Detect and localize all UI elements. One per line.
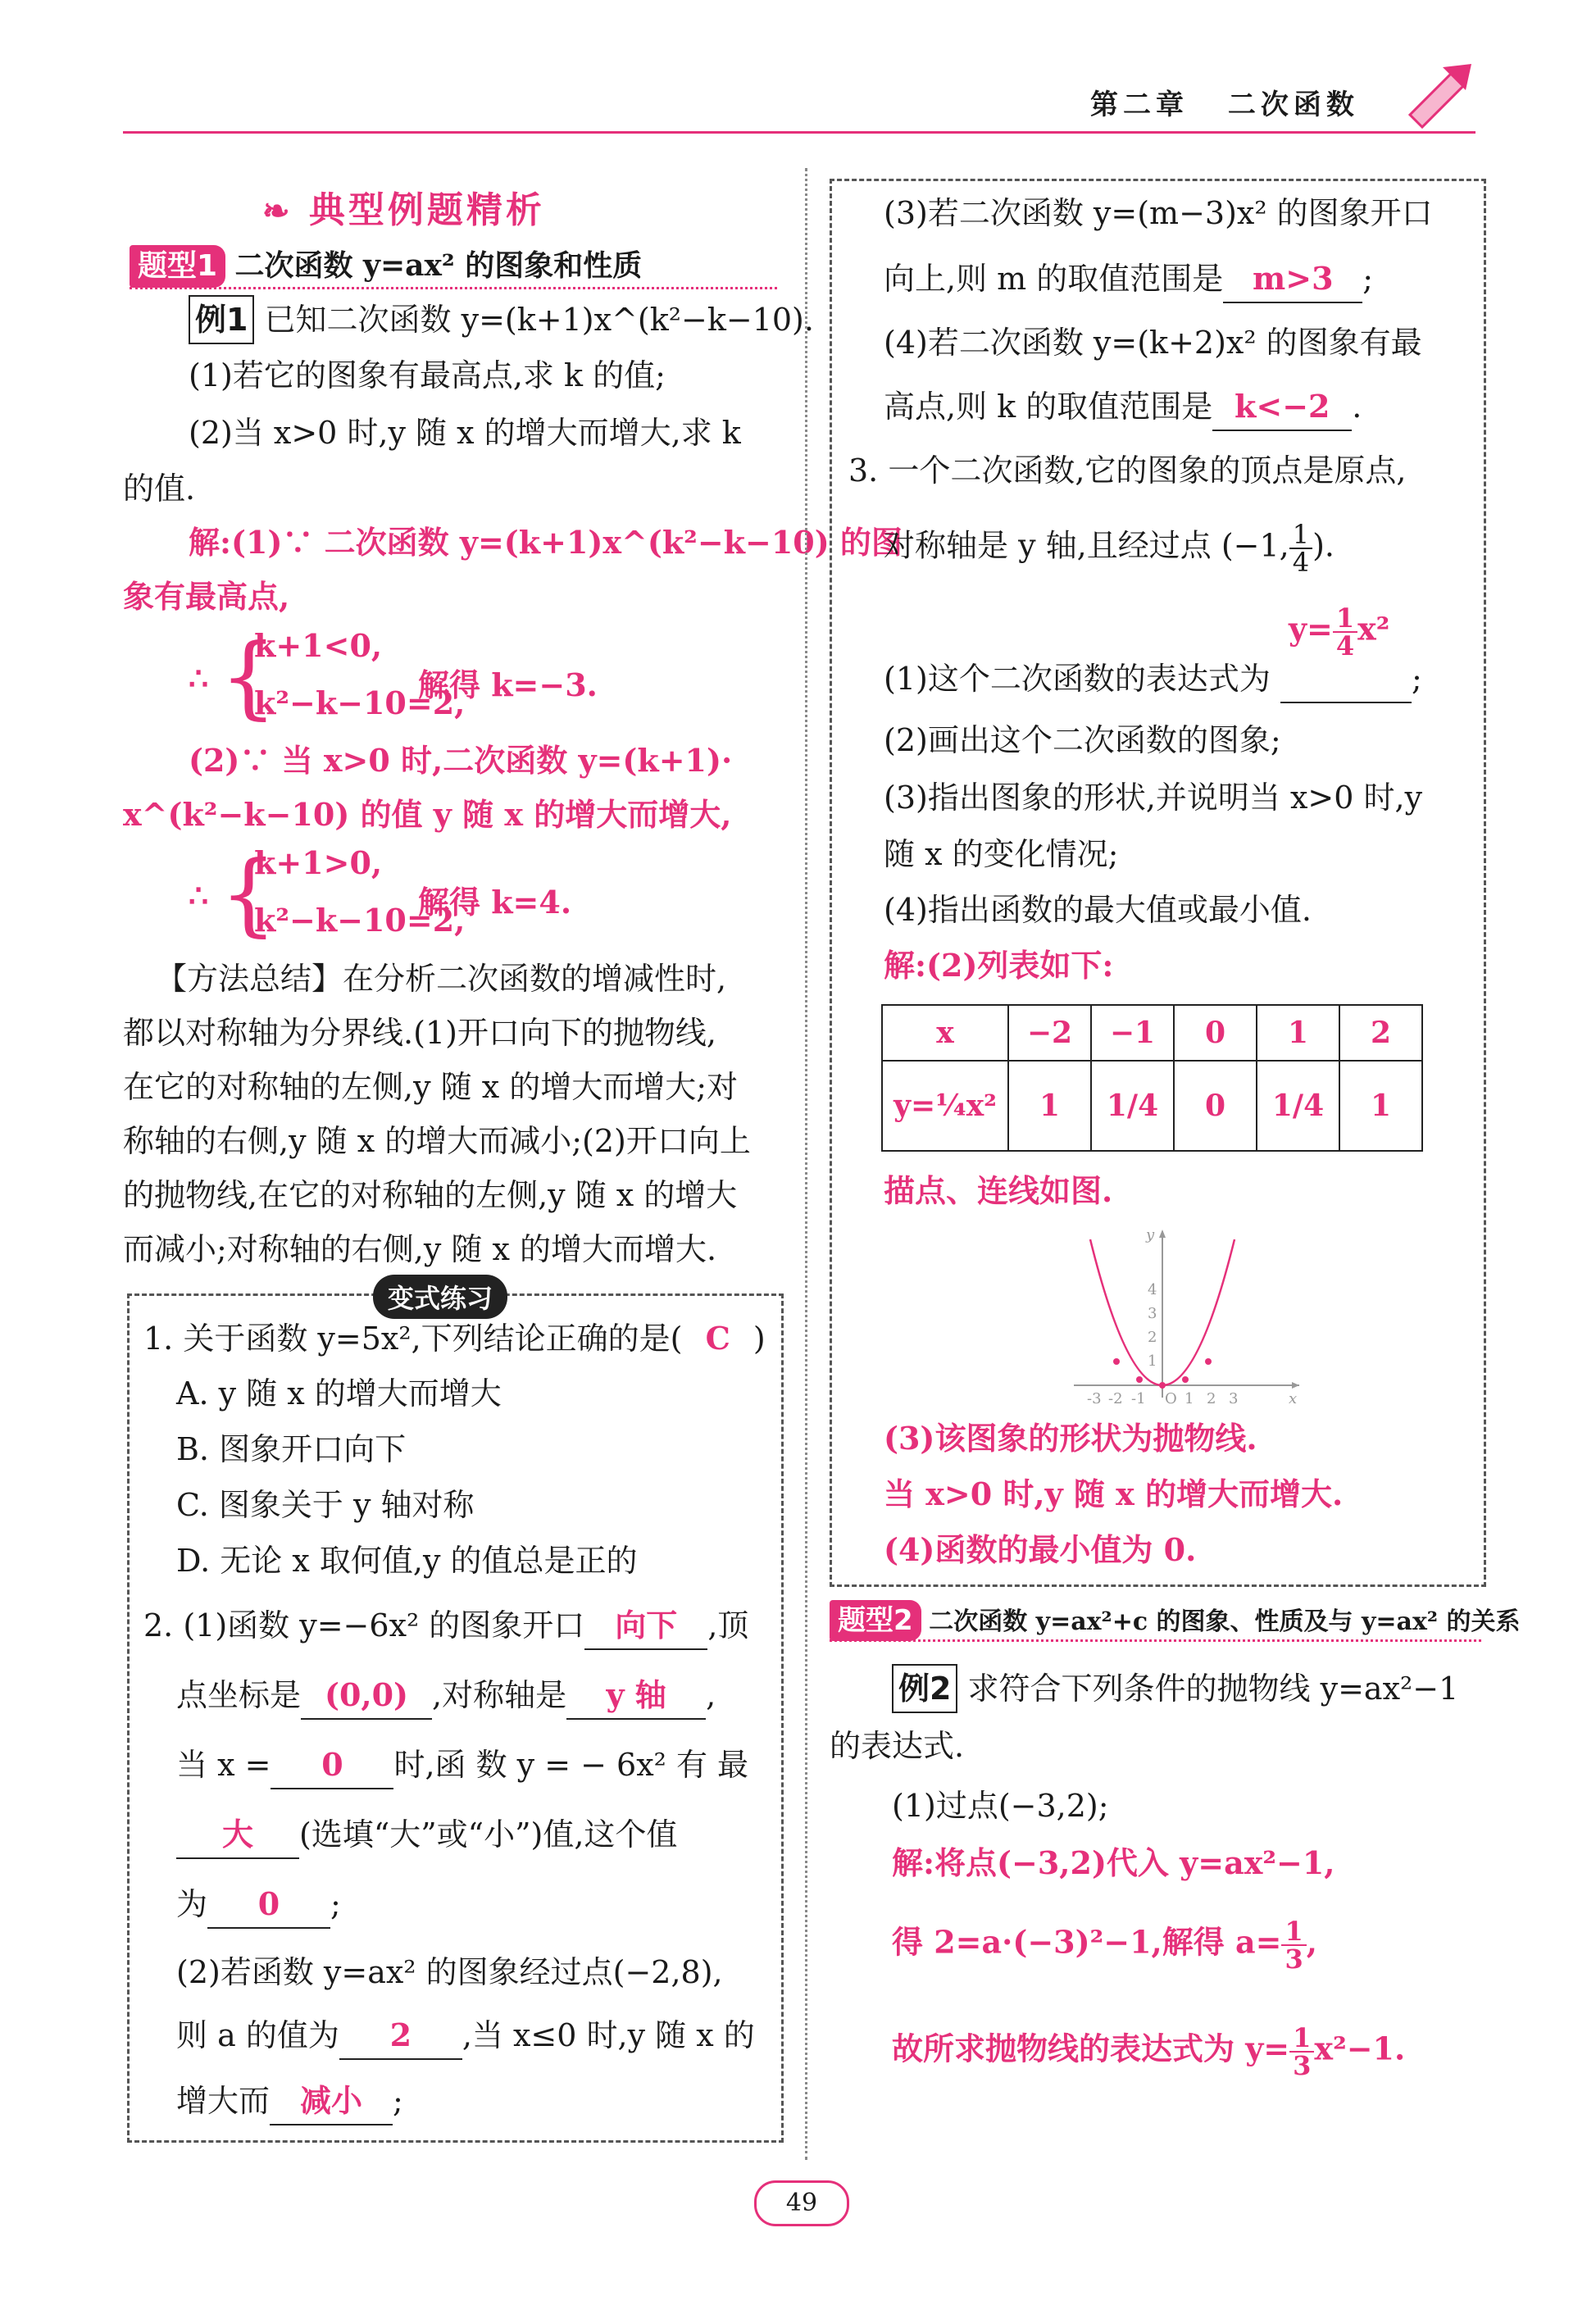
example2-stem: 例2 求符合下列条件的抛物线 y=ax²−1 [892,1664,1458,1713]
chapter-header [1090,82,1359,122]
p1-option-d: D. 无论 x 取何值,y 的值总是正的 [176,1543,638,1579]
example2-s3: 故所求抛物线的表达式为 y= $\frac{1}{3}$ x²−1. [892,2022,1406,2081]
p3-q2: (2)画出这个二次函数的图象; [884,722,1281,758]
type2-heading [830,1600,1520,1643]
y-axis-label: y [1146,1226,1155,1243]
book-icon: ❧ [262,192,293,230]
table-row [882,1061,1422,1151]
p1-stem: 1. 关于函数 y=5x²,下列结论正确的是( C ) [143,1320,766,1357]
p2-line1: 2. (1)函数 y=−6x² 的图象开口 向下 ,顶 [143,1603,748,1650]
p1-answer: C [705,1320,730,1357]
y-tick: 3 [1148,1305,1157,1322]
method-line-4: 称轴的右侧,y 随 x 的增大而减小;(2)开口向上 [123,1123,751,1159]
r3-line-b: 向上,则 m 的取值范围是 m>3 ; [884,256,1373,303]
p3-q3a: (3)指出图象的形状,并说明当 x>0 时,y [884,780,1423,816]
table-row [882,1005,1422,1061]
r4-answer: k<−2 [1212,384,1352,431]
table-cell: 0 [1174,1005,1257,1061]
x-tick: -3 [1087,1390,1102,1407]
p3-answer4: (4)函数的最小值为 0. [884,1531,1197,1568]
example1-label: 例1 [189,295,254,344]
p2-answer-maxmin: 大 [176,1812,299,1859]
y-tick: 4 [1148,1281,1157,1298]
pencil-icon [1394,57,1484,131]
p3-answer3: (3)该图象的形状为抛物线. [884,1420,1257,1457]
column-divider [805,168,807,2160]
table-cell: 0 [1174,1061,1257,1151]
p2-answer-value: 0 [207,1881,330,1929]
type1-rule [130,287,777,289]
p2-answer-vertex: (0,0) [301,1672,432,1720]
x-tick: 1 [1184,1390,1194,1407]
plot-instruction: 描点、连线如图. [884,1172,1113,1209]
method-line-5: 的抛物线,在它的对称轴的左侧,y 随 x 的增大 [123,1177,738,1213]
p3-solution-head: 解:(2)列表如下: [884,947,1114,984]
p2-line3: 当 x = 0 时,函 数 y = − 6x² 有 最 [176,1742,748,1789]
type2-rule [830,1639,1481,1642]
r3-line-a: (3)若二次函数 y=(m−3)x² 的图象开口 [884,195,1433,231]
plot-point [1113,1358,1120,1365]
method-line-3: 在它的对称轴的左侧,y 随 x 的增大而增大;对 [123,1069,739,1105]
chapter-title: 二次函数 [1227,89,1359,121]
p2-answer-a: 2 [339,2012,462,2060]
r3-answer: m>3 [1223,256,1362,303]
method-line-2: 都以对称轴为分界线.(1)开口向下的抛物线, [123,1015,716,1051]
example2-label: 例2 [892,1664,957,1713]
p2-line7: 则 a 的值为 2 ,当 x≤0 时,y 随 x 的 [176,2012,755,2060]
table-cell: 1/4 [1257,1061,1339,1151]
p2-line2: 点坐标是 (0,0) ,对称轴是 y 轴 , [176,1672,716,1720]
example1-q2a: (2)当 x>0 时,y 随 x 的增大而增大,求 k [189,415,741,451]
value-table [881,1004,1423,1152]
p3-q3b: 随 x 的变化情况; [884,836,1119,872]
p2-line4: 大 (选填“大”或“小”)值,这个值 [176,1812,677,1859]
p1-option-c: C. 图象关于 y 轴对称 [176,1487,475,1523]
x-tick: -2 [1108,1390,1123,1407]
example1-q1: (1)若它的图象有最高点,求 k 的值; [189,357,666,393]
chapter-label: 第二章 [1090,89,1189,121]
example2-s2: 得 2=a·(−3)²−1,解得 a= $\frac{1}{3}$ , [892,1916,1317,1975]
practice-badge: 变式练习 [373,1275,507,1319]
table-cell: −2 [1008,1005,1091,1061]
origin-label: O [1165,1390,1177,1407]
example1-q2b: 的值. [123,471,196,507]
x-tick: 3 [1229,1390,1239,1407]
example2-s1: 解:将点(−3,2)代入 y=ax²−1, [892,1844,1335,1881]
example1-sol1a: 解:(1)∵ 二次函数 y=(k+1)x^(k²−k−10) 的图 [189,524,903,561]
plot-point [1182,1376,1189,1383]
section-title: ❧ 典型例题精析 [262,189,545,231]
table-cell: 1/4 [1091,1061,1174,1151]
plot-point [1159,1382,1166,1389]
p3-line-b: 对称轴是 y 轴,且经过点 (−1, $\frac{1}{4}$ ). [884,519,1335,578]
example2-q1: (1)过点(−3,2); [892,1788,1109,1824]
r4-line-a: (4)若二次函数 y=(k+2)x² 的图象有最 [884,325,1422,361]
example1-sol2a: (2)∵ 当 x>0 时,二次函数 y=(k+1)· [189,742,733,779]
x-tick: 2 [1207,1390,1216,1407]
type2-title: 二次函数 y=ax²+c 的图象、性质及与 y=ax² 的关系 [929,1607,1521,1636]
p2-answer-trend: 减小 [270,2078,393,2125]
plot-point [1136,1376,1143,1383]
p3-q1-answer: y= $\frac{1}{4}$ x² [1280,656,1412,703]
type2-tag: 题型2 [830,1600,921,1641]
p2-answer-x: 0 [271,1742,393,1789]
type1-tag: 题型1 [130,245,225,288]
p2-line6: (2)若函数 y=ax² 的图象经过点(−2,8), [176,1954,723,1990]
table-cell: 1 [1339,1061,1422,1151]
header-rule [123,131,1476,134]
type1-heading [130,244,642,288]
p2-answer-axis: y 轴 [566,1672,706,1720]
r4-line-b: 高点,则 k 的取值范围是 k<−2 . [884,384,1362,431]
method-line-1: 【方法总结】在分析二次函数的增减性时, [156,961,727,997]
table-cell: x [882,1005,1008,1061]
example1-stem: 例1 已知二次函数 y=(k+1)x^(k²−k−10). [189,295,814,344]
page-number: 49 [754,2180,849,2226]
x-axis-label: x [1289,1390,1298,1407]
table-cell: 1 [1008,1061,1091,1151]
table-cell: y=¼x² [882,1061,1008,1151]
example2-stem-b: 的表达式. [830,1728,965,1764]
p2-line5: 为 0 ; [176,1881,341,1929]
table-cell: −1 [1091,1005,1174,1061]
p2-answer-opening: 向下 [584,1603,707,1650]
table-cell: 2 [1339,1005,1422,1061]
parabola-graph [1066,1221,1312,1410]
y-tick: 2 [1148,1329,1157,1346]
x-tick: -1 [1131,1390,1146,1407]
table-cell: 1 [1257,1005,1339,1061]
type1-title: 二次函数 y=ax² 的图象和性质 [234,248,643,283]
p3-answer3b: 当 x>0 时,y 随 x 的增大而增大. [884,1475,1344,1512]
p3-q4: (4)指出函数的最大值或最小值. [884,892,1312,928]
y-tick: 1 [1148,1353,1157,1370]
method-line-6: 而减小;对称轴的右侧,y 随 x 的增大而增大. [123,1231,717,1267]
plot-point [1205,1358,1212,1365]
p3-q1: (1)这个二次函数的表达式为 y= $\frac{1}{4}$ x² ; [884,656,1422,703]
p3-line-a: 3. 一个二次函数,它的图象的顶点是原点, [848,452,1407,489]
p1-option-b: B. 图象开口向下 [176,1431,407,1467]
p1-option-a: A. y 随 x 的增大而增大 [176,1375,502,1412]
p2-line8: 增大而 减小 ; [176,2078,403,2125]
example1-sol2b: x^(k²−k−10) 的值 y 随 x 的增大而增大, [123,796,732,833]
example1-sol1b: 象有最高点, [123,578,290,615]
